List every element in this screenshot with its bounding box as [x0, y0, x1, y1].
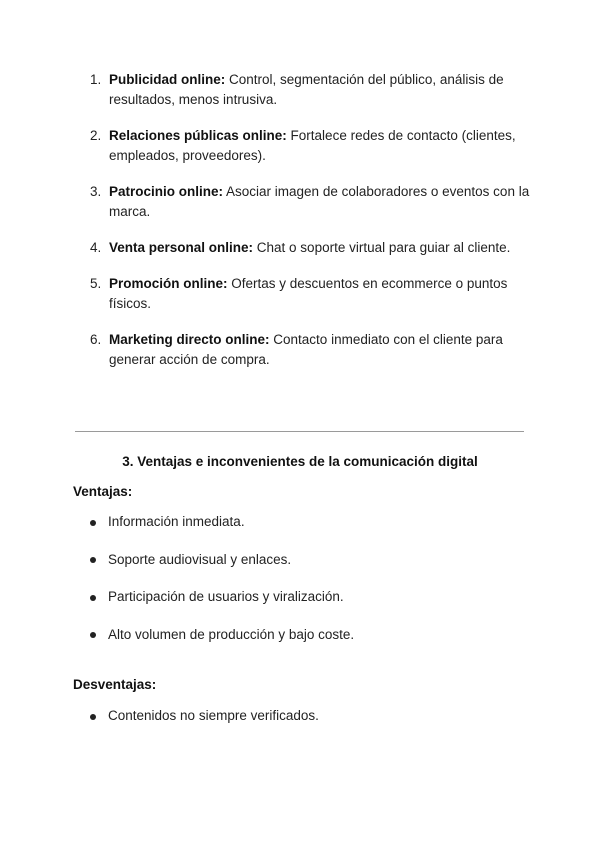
- list-text: Ofertas y descuentos en ecommerce o puntos físicos.: [109, 276, 508, 311]
- list-number: 3.: [90, 184, 102, 199]
- list-number: 1.: [90, 72, 102, 87]
- list-item: [80, 274, 530, 314]
- bullet-icon: [90, 520, 96, 526]
- list-item: [80, 330, 530, 370]
- list-text: Soporte audiovisual y enlaces.: [108, 551, 292, 567]
- list-text: Alto volumen de producción y bajo coste.: [108, 626, 355, 642]
- bullet-icon: [90, 557, 96, 563]
- list-text: Participación de usuarios y viralización.: [108, 589, 344, 604]
- ventajas-list: [90, 512, 354, 662]
- desventajas-heading: Desventajas:: [73, 677, 157, 692]
- list-text: Asociar imagen de colaboradores o eventos con la marca.: [109, 184, 530, 219]
- list-text: Información inmediata.: [108, 514, 245, 529]
- list-item: [80, 238, 530, 258]
- list-term: Relaciones públicas online:: [109, 128, 287, 143]
- bullet-icon: [90, 595, 96, 601]
- list-term: Promoción online:: [109, 276, 228, 291]
- list-number: 5.: [90, 276, 102, 291]
- list-item: [80, 182, 530, 222]
- list-item: [90, 706, 319, 726]
- communication-tools-list: [80, 70, 530, 386]
- list-text: Fortalece redes de contacto (clientes, empleados, proveedores).: [109, 128, 516, 163]
- desventajas-list: [90, 706, 319, 744]
- list-item: [90, 512, 354, 532]
- list-text: Contacto inmediato con el cliente para generar acción de compra.: [109, 332, 503, 367]
- list-item: [90, 587, 354, 607]
- list-number: 2.: [90, 128, 102, 143]
- horizontal-divider: [75, 431, 524, 432]
- list-text: Control, segmentación del público, análisis de resultados, menos intrusiva.: [109, 72, 504, 107]
- list-number: 6.: [90, 332, 102, 347]
- list-item: [80, 126, 530, 166]
- list-text: Contenidos no siempre verificados.: [108, 708, 319, 723]
- list-item: [80, 70, 530, 110]
- list-term: Marketing directo online:: [109, 332, 270, 347]
- ventajas-heading: Ventajas:: [73, 484, 133, 499]
- list-term: Venta personal online:: [109, 240, 254, 255]
- section-title: 3. Ventajas e inconvenientes de la comunicación digital: [122, 454, 478, 469]
- list-text: Chat o soporte virtual para guiar al cliente.: [253, 240, 511, 255]
- list-term: Publicidad online:: [109, 72, 226, 87]
- list-item: [90, 625, 354, 645]
- list-term: Patrocinio online:: [109, 184, 224, 199]
- bullet-icon: [90, 714, 96, 720]
- bullet-icon: [90, 632, 96, 638]
- list-number: 4.: [90, 240, 102, 255]
- list-item: [90, 550, 354, 570]
